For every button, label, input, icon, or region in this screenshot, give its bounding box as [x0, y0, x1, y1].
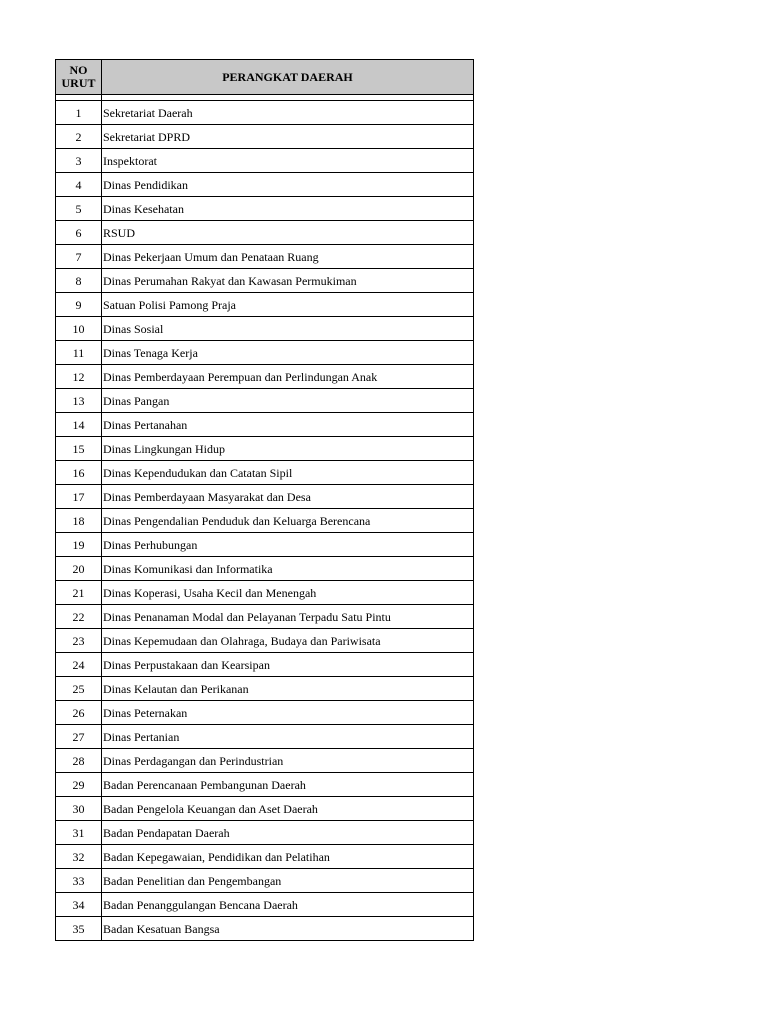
row-number: 1: [56, 101, 102, 125]
row-number: 26: [56, 701, 102, 725]
row-number: 35: [56, 917, 102, 941]
row-perangkat-daerah: Dinas Tenaga Kerja: [102, 341, 474, 365]
row-perangkat-daerah: Dinas Kependudukan dan Catatan Sipil: [102, 461, 474, 485]
table-row: [56, 629, 474, 653]
table-row: [56, 437, 474, 461]
row-perangkat-daerah: Badan Kesatuan Bangsa: [102, 917, 474, 941]
row-number: 25: [56, 677, 102, 701]
header-perangkat-daerah: PERANGKAT DAERAH: [102, 60, 474, 95]
row-perangkat-daerah: Dinas Perhubungan: [102, 533, 474, 557]
row-perangkat-daerah: Sekretariat DPRD: [102, 125, 474, 149]
row-number: 13: [56, 389, 102, 413]
table-row: [56, 677, 474, 701]
perangkat-daerah-table: [55, 59, 474, 941]
table-row: [56, 125, 474, 149]
row-number: 22: [56, 605, 102, 629]
row-number: 10: [56, 317, 102, 341]
row-perangkat-daerah: Sekretariat Daerah: [102, 101, 474, 125]
table-row: [56, 821, 474, 845]
row-number: 34: [56, 893, 102, 917]
table-row: [56, 797, 474, 821]
table-row: [56, 485, 474, 509]
table-row: [56, 365, 474, 389]
table-row: [56, 845, 474, 869]
row-perangkat-daerah: Dinas Kesehatan: [102, 197, 474, 221]
table-row: [56, 317, 474, 341]
row-perangkat-daerah: Dinas Pendidikan: [102, 173, 474, 197]
row-number: 31: [56, 821, 102, 845]
table-row: [56, 869, 474, 893]
row-number: 33: [56, 869, 102, 893]
row-perangkat-daerah: Dinas Pangan: [102, 389, 474, 413]
table-row: [56, 557, 474, 581]
row-perangkat-daerah: Dinas Pengendalian Penduduk dan Keluarga Berencana: [102, 509, 474, 533]
row-number: 24: [56, 653, 102, 677]
row-number: 14: [56, 413, 102, 437]
row-perangkat-daerah: Dinas Kelautan dan Perikanan: [102, 677, 474, 701]
table-row: [56, 533, 474, 557]
row-perangkat-daerah: Dinas Kepemudaan dan Olahraga, Budaya dan Pariwisata: [102, 629, 474, 653]
table-row: [56, 749, 474, 773]
row-perangkat-daerah: Dinas Lingkungan Hidup: [102, 437, 474, 461]
row-number: 5: [56, 197, 102, 221]
row-perangkat-daerah: RSUD: [102, 221, 474, 245]
row-number: 27: [56, 725, 102, 749]
row-number: 16: [56, 461, 102, 485]
row-perangkat-daerah: Dinas Perpustakaan dan Kearsipan: [102, 653, 474, 677]
table-row: [56, 893, 474, 917]
row-perangkat-daerah: Dinas Koperasi, Usaha Kecil dan Menengah: [102, 581, 474, 605]
row-number: 17: [56, 485, 102, 509]
row-number: 3: [56, 149, 102, 173]
row-number: 18: [56, 509, 102, 533]
table-row: [56, 149, 474, 173]
row-number: 20: [56, 557, 102, 581]
row-perangkat-daerah: Dinas Penanaman Modal dan Pelayanan Terpadu Satu Pintu: [102, 605, 474, 629]
row-perangkat-daerah: Dinas Pertanahan: [102, 413, 474, 437]
row-perangkat-daerah: Dinas Pertanian: [102, 725, 474, 749]
row-number: 21: [56, 581, 102, 605]
row-number: 15: [56, 437, 102, 461]
row-number: 8: [56, 269, 102, 293]
table-row: [56, 221, 474, 245]
header-row: [56, 60, 474, 95]
table-row: [56, 173, 474, 197]
table-body: [56, 95, 474, 941]
row-number: 9: [56, 293, 102, 317]
table-row: [56, 773, 474, 797]
row-perangkat-daerah: Dinas Sosial: [102, 317, 474, 341]
row-perangkat-daerah: Inspektorat: [102, 149, 474, 173]
row-number: 11: [56, 341, 102, 365]
table-row: [56, 605, 474, 629]
row-number: 7: [56, 245, 102, 269]
row-number: 23: [56, 629, 102, 653]
table-row: [56, 509, 474, 533]
row-perangkat-daerah: Badan Kepegawaian, Pendidikan dan Pelatihan: [102, 845, 474, 869]
table-row: [56, 917, 474, 941]
row-perangkat-daerah: Dinas Pemberdayaan Perempuan dan Perlindungan Anak: [102, 365, 474, 389]
table-row: [56, 413, 474, 437]
header-no-line1: NO: [69, 63, 88, 77]
row-perangkat-daerah: Badan Penelitian dan Pengembangan: [102, 869, 474, 893]
row-number: 2: [56, 125, 102, 149]
table-row: [56, 725, 474, 749]
row-perangkat-daerah: Dinas Perumahan Rakyat dan Kawasan Permukiman: [102, 269, 474, 293]
table-row: [56, 341, 474, 365]
table-row: [56, 269, 474, 293]
row-perangkat-daerah: Dinas Pekerjaan Umum dan Penataan Ruang: [102, 245, 474, 269]
document-sheet: [55, 59, 473, 941]
table-row: [56, 461, 474, 485]
row-number: 12: [56, 365, 102, 389]
table-row: [56, 245, 474, 269]
row-number: 29: [56, 773, 102, 797]
table-row: [56, 701, 474, 725]
row-number: 6: [56, 221, 102, 245]
table-header: [56, 60, 474, 95]
row-perangkat-daerah: Satuan Polisi Pamong Praja: [102, 293, 474, 317]
header-no-line2: URUT: [61, 76, 96, 90]
row-perangkat-daerah: Badan Pengelola Keuangan dan Aset Daerah: [102, 797, 474, 821]
row-perangkat-daerah: Dinas Peternakan: [102, 701, 474, 725]
table-row: [56, 653, 474, 677]
table-row: [56, 197, 474, 221]
header-no-urut: [56, 60, 102, 95]
row-number: 30: [56, 797, 102, 821]
table-row: [56, 293, 474, 317]
row-perangkat-daerah: Dinas Komunikasi dan Informatika: [102, 557, 474, 581]
row-perangkat-daerah: Dinas Pemberdayaan Masyarakat dan Desa: [102, 485, 474, 509]
row-number: 19: [56, 533, 102, 557]
row-number: 28: [56, 749, 102, 773]
table-row: [56, 581, 474, 605]
table-row: [56, 101, 474, 125]
row-perangkat-daerah: Badan Perencanaan Pembangunan Daerah: [102, 773, 474, 797]
row-perangkat-daerah: Dinas Perdagangan dan Perindustrian: [102, 749, 474, 773]
row-perangkat-daerah: Badan Penanggulangan Bencana Daerah: [102, 893, 474, 917]
row-number: 4: [56, 173, 102, 197]
row-number: 32: [56, 845, 102, 869]
row-perangkat-daerah: Badan Pendapatan Daerah: [102, 821, 474, 845]
table-row: [56, 389, 474, 413]
